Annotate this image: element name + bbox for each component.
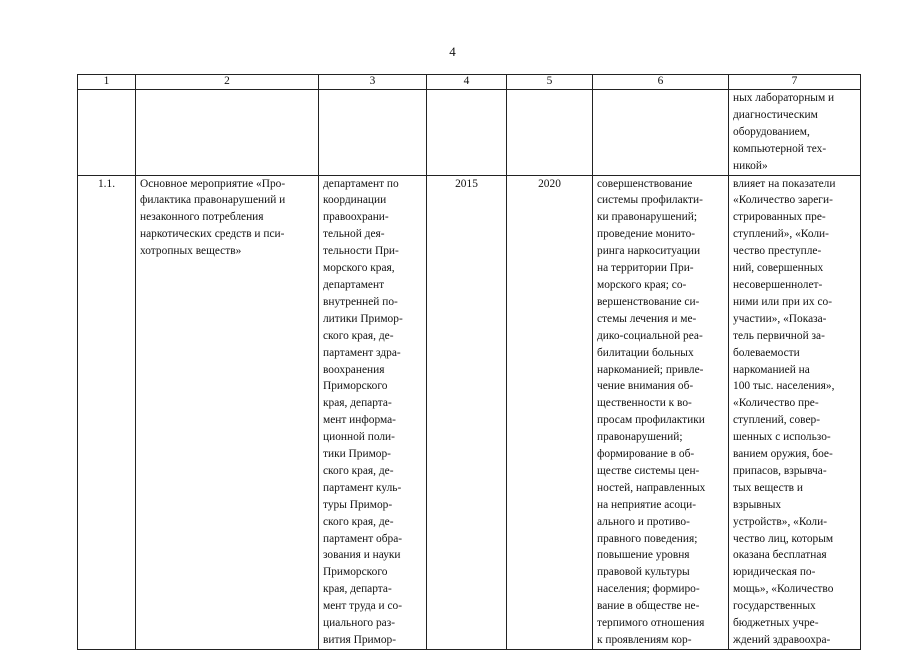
header-col-3: 3	[319, 75, 427, 90]
cont-cell-1	[78, 90, 136, 176]
cont-cell-4	[427, 90, 507, 176]
row-result: совершенствование системы профилакти- ки правонарушений; проведение монито- ринга наркоситуации на территории При- морского края; со- вершенствование си- стемы лечения и ме- дико-социальной реа- билитации больных наркоманией; привле- чение внимания об- щественности к во- просам профилактики правонарушений; формирование в об- ществе системы цен- ностей, направленных на неприятие асоци- ального и противо- правного поведения; повышение уровня правовой культуры населения; формиро- вание в обществе не- терпимого отношения к проявлениям кор-	[593, 175, 729, 649]
header-col-7: 7	[729, 75, 861, 90]
row-name: Основное мероприятие «Про- филактика правонарушений и незаконного потребления наркотических средств и пси- хотропных веществ»	[136, 175, 319, 649]
header-col-6: 6	[593, 75, 729, 90]
cont-indicators-text: ных лабораторным и диагностическим оборудованием, компьютерной тех- никой»	[733, 92, 835, 172]
row-indicators: влияет на показатели «Количество зареги- стрированных пре- ступлений», «Коли- чество преступле- ний, совершенных несовершеннолет- ними или при их со- участии», «Показа- тель первичной за- болеваемости наркоманией на 100 тыс. населения», «Количество пре- ступлений, совер- шенных с использо- ванием оружия, бое- припасов, взрывча- тых веществ и взрывных устройств», «Коли- чество лиц, которым оказана бесплатная юридическая по- мощь», «Количество государственных бюджетных учре- ждений здравоохра-	[729, 175, 861, 649]
header-col-1: 1	[78, 75, 136, 90]
cont-cell-7	[729, 90, 861, 176]
row-start-year: 2015	[427, 175, 507, 649]
cont-cell-6	[593, 90, 729, 176]
continuation-row	[78, 90, 861, 176]
page-number: 4	[449, 44, 456, 59]
row-executor: департамент по координации правоохрани- тельной дея- тельности При- морского края, департамент внутренней по- литики Примор- ского края, де- партамент здра- воохранения Приморского края, департа- мент информа- ционной поли- тики Примор- ского края, де- партамент куль- туры Примор- ского края, де- партамент обра- зования и науки Приморского края, департа- мент труда и со- циального раз- вития Примор-	[319, 175, 427, 649]
cont-cell-3	[319, 90, 427, 176]
row-end-year: 2020	[507, 175, 593, 649]
row-number: 1.1.	[78, 175, 136, 649]
cont-cell-2	[136, 90, 319, 176]
cont-cell-5	[507, 90, 593, 176]
header-col-4: 4	[427, 75, 507, 90]
header-row	[78, 75, 861, 90]
header-col-2: 2	[136, 75, 319, 90]
table-row	[78, 175, 861, 649]
program-table	[77, 74, 861, 650]
header-col-5: 5	[507, 75, 593, 90]
